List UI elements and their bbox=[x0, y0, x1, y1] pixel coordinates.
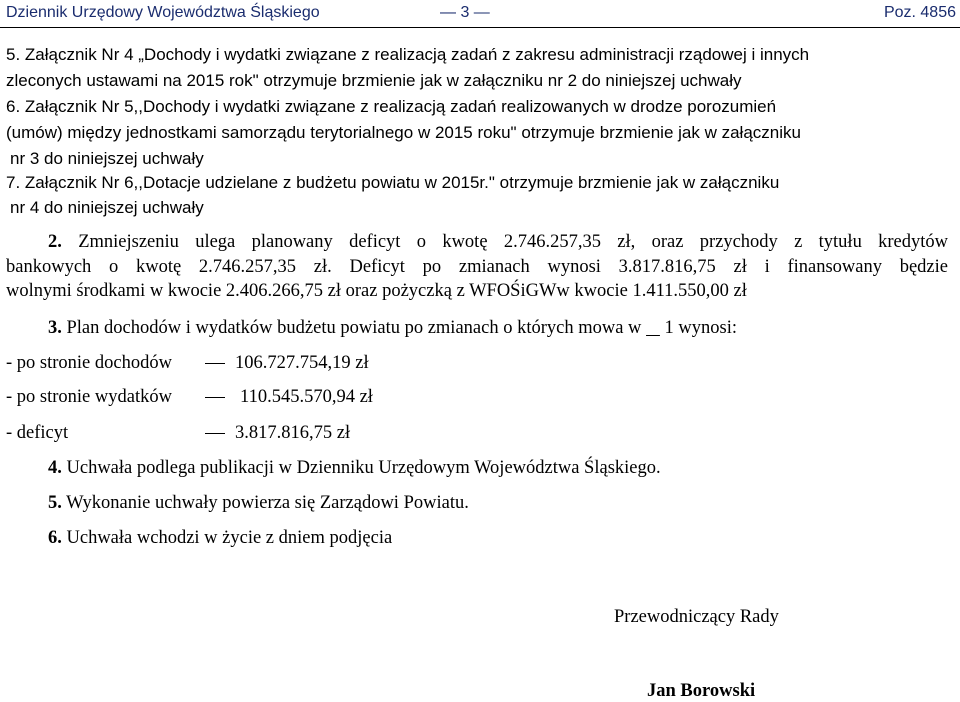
paragraph-6-number: 6. bbox=[48, 528, 62, 548]
item-5-line-1: 5. Załącznik Nr 4 „Dochody i wydatki związane z realizacją zadań z zakresu administracji rządowej i innych bbox=[6, 45, 810, 64]
paragraph-5: 5. Wykonanie uchwały powierza się Zarządowi Powiatu. bbox=[48, 493, 469, 513]
dash-separator bbox=[205, 363, 225, 364]
item-6-line-1: 6. Załącznik Nr 5,,Dochody i wydatki związane z realizacją zadań realizowanych w drodze porozumień bbox=[6, 97, 777, 116]
paragraph-2-line-2: bankowych o kwotę 2.746.257,35 zł. Deficyt po zmianach wynosi 3.817.816,75 zł i finansowany będzie bbox=[6, 257, 948, 277]
item-6-line-3: nr 3 do niniejszej uchwały bbox=[10, 149, 204, 168]
item-5-line-2: zleconych ustawami na 2015 rok" otrzymuje brzmienie jak w załączniku nr 2 do niniejszej uchwały bbox=[6, 71, 742, 90]
budget-income-value: 106.727.754,19 zł bbox=[235, 353, 369, 373]
signature-name: Jan Borowski bbox=[647, 681, 756, 701]
signature-role: Przewodniczący Rady bbox=[614, 607, 779, 627]
paragraph-3: 3. Plan dochodów i wydatków budżetu powiatu po zmianach o których mowa w 1 wynosi: bbox=[48, 318, 738, 338]
page-number: — 3 — bbox=[440, 4, 490, 21]
paragraph-5-number: 5. bbox=[48, 493, 62, 513]
dash-separator bbox=[205, 433, 225, 434]
position-number: Poz. 4856 bbox=[883, 4, 956, 21]
dash-separator bbox=[205, 397, 225, 398]
section-ref bbox=[646, 318, 660, 338]
budget-expense-value: 110.545.570,94 zł bbox=[240, 387, 373, 407]
page-header bbox=[0, 0, 960, 28]
paragraph-4: 4. Uchwała podlega publikacji w Dzienniku Urzędowym Województwa Śląskiego. bbox=[48, 458, 661, 478]
paragraph-3-number: 3. bbox=[48, 318, 62, 338]
item-6-line-2: (umów) między jednostkami samorządu terytorialnego w 2015 roku" otrzymuje brzmienie jak w załączniku bbox=[6, 123, 801, 142]
paragraph-2-line-1: 2. Zmniejszeniu ulega planowany deficyt o kwotę 2.746.257,35 zł, oraz przychody z tytułu kredytów bbox=[48, 232, 949, 252]
paragraph-2-number: 2. bbox=[48, 232, 62, 252]
journal-title: Dziennik Urzędowy Województwa Śląskiego bbox=[6, 4, 320, 21]
budget-income-label: - po stronie dochodów bbox=[6, 353, 172, 373]
paragraph-6: 6. Uchwała wchodzi w życie z dniem podjęcia bbox=[48, 528, 393, 548]
budget-deficit-label: - deficyt bbox=[6, 423, 69, 443]
budget-deficit-value: 3.817.816,75 zł bbox=[235, 423, 351, 443]
budget-expense-label: - po stronie wydatków bbox=[6, 387, 172, 407]
paragraph-2-line-3: wolnymi środkami w kwocie 2.406.266,75 zł oraz pożyczką z WFOŚiGWw kwocie 1.411.550,00 zł bbox=[6, 281, 747, 301]
paragraph-4-number: 4. bbox=[48, 458, 62, 478]
item-7-line-1: 7. Załącznik Nr 6,,Dotacje udzielane z budżetu powiatu w 2015r." otrzymuje brzmienie jak w załączniku bbox=[6, 173, 780, 192]
item-7-line-2: nr 4 do niniejszej uchwały bbox=[10, 198, 204, 217]
